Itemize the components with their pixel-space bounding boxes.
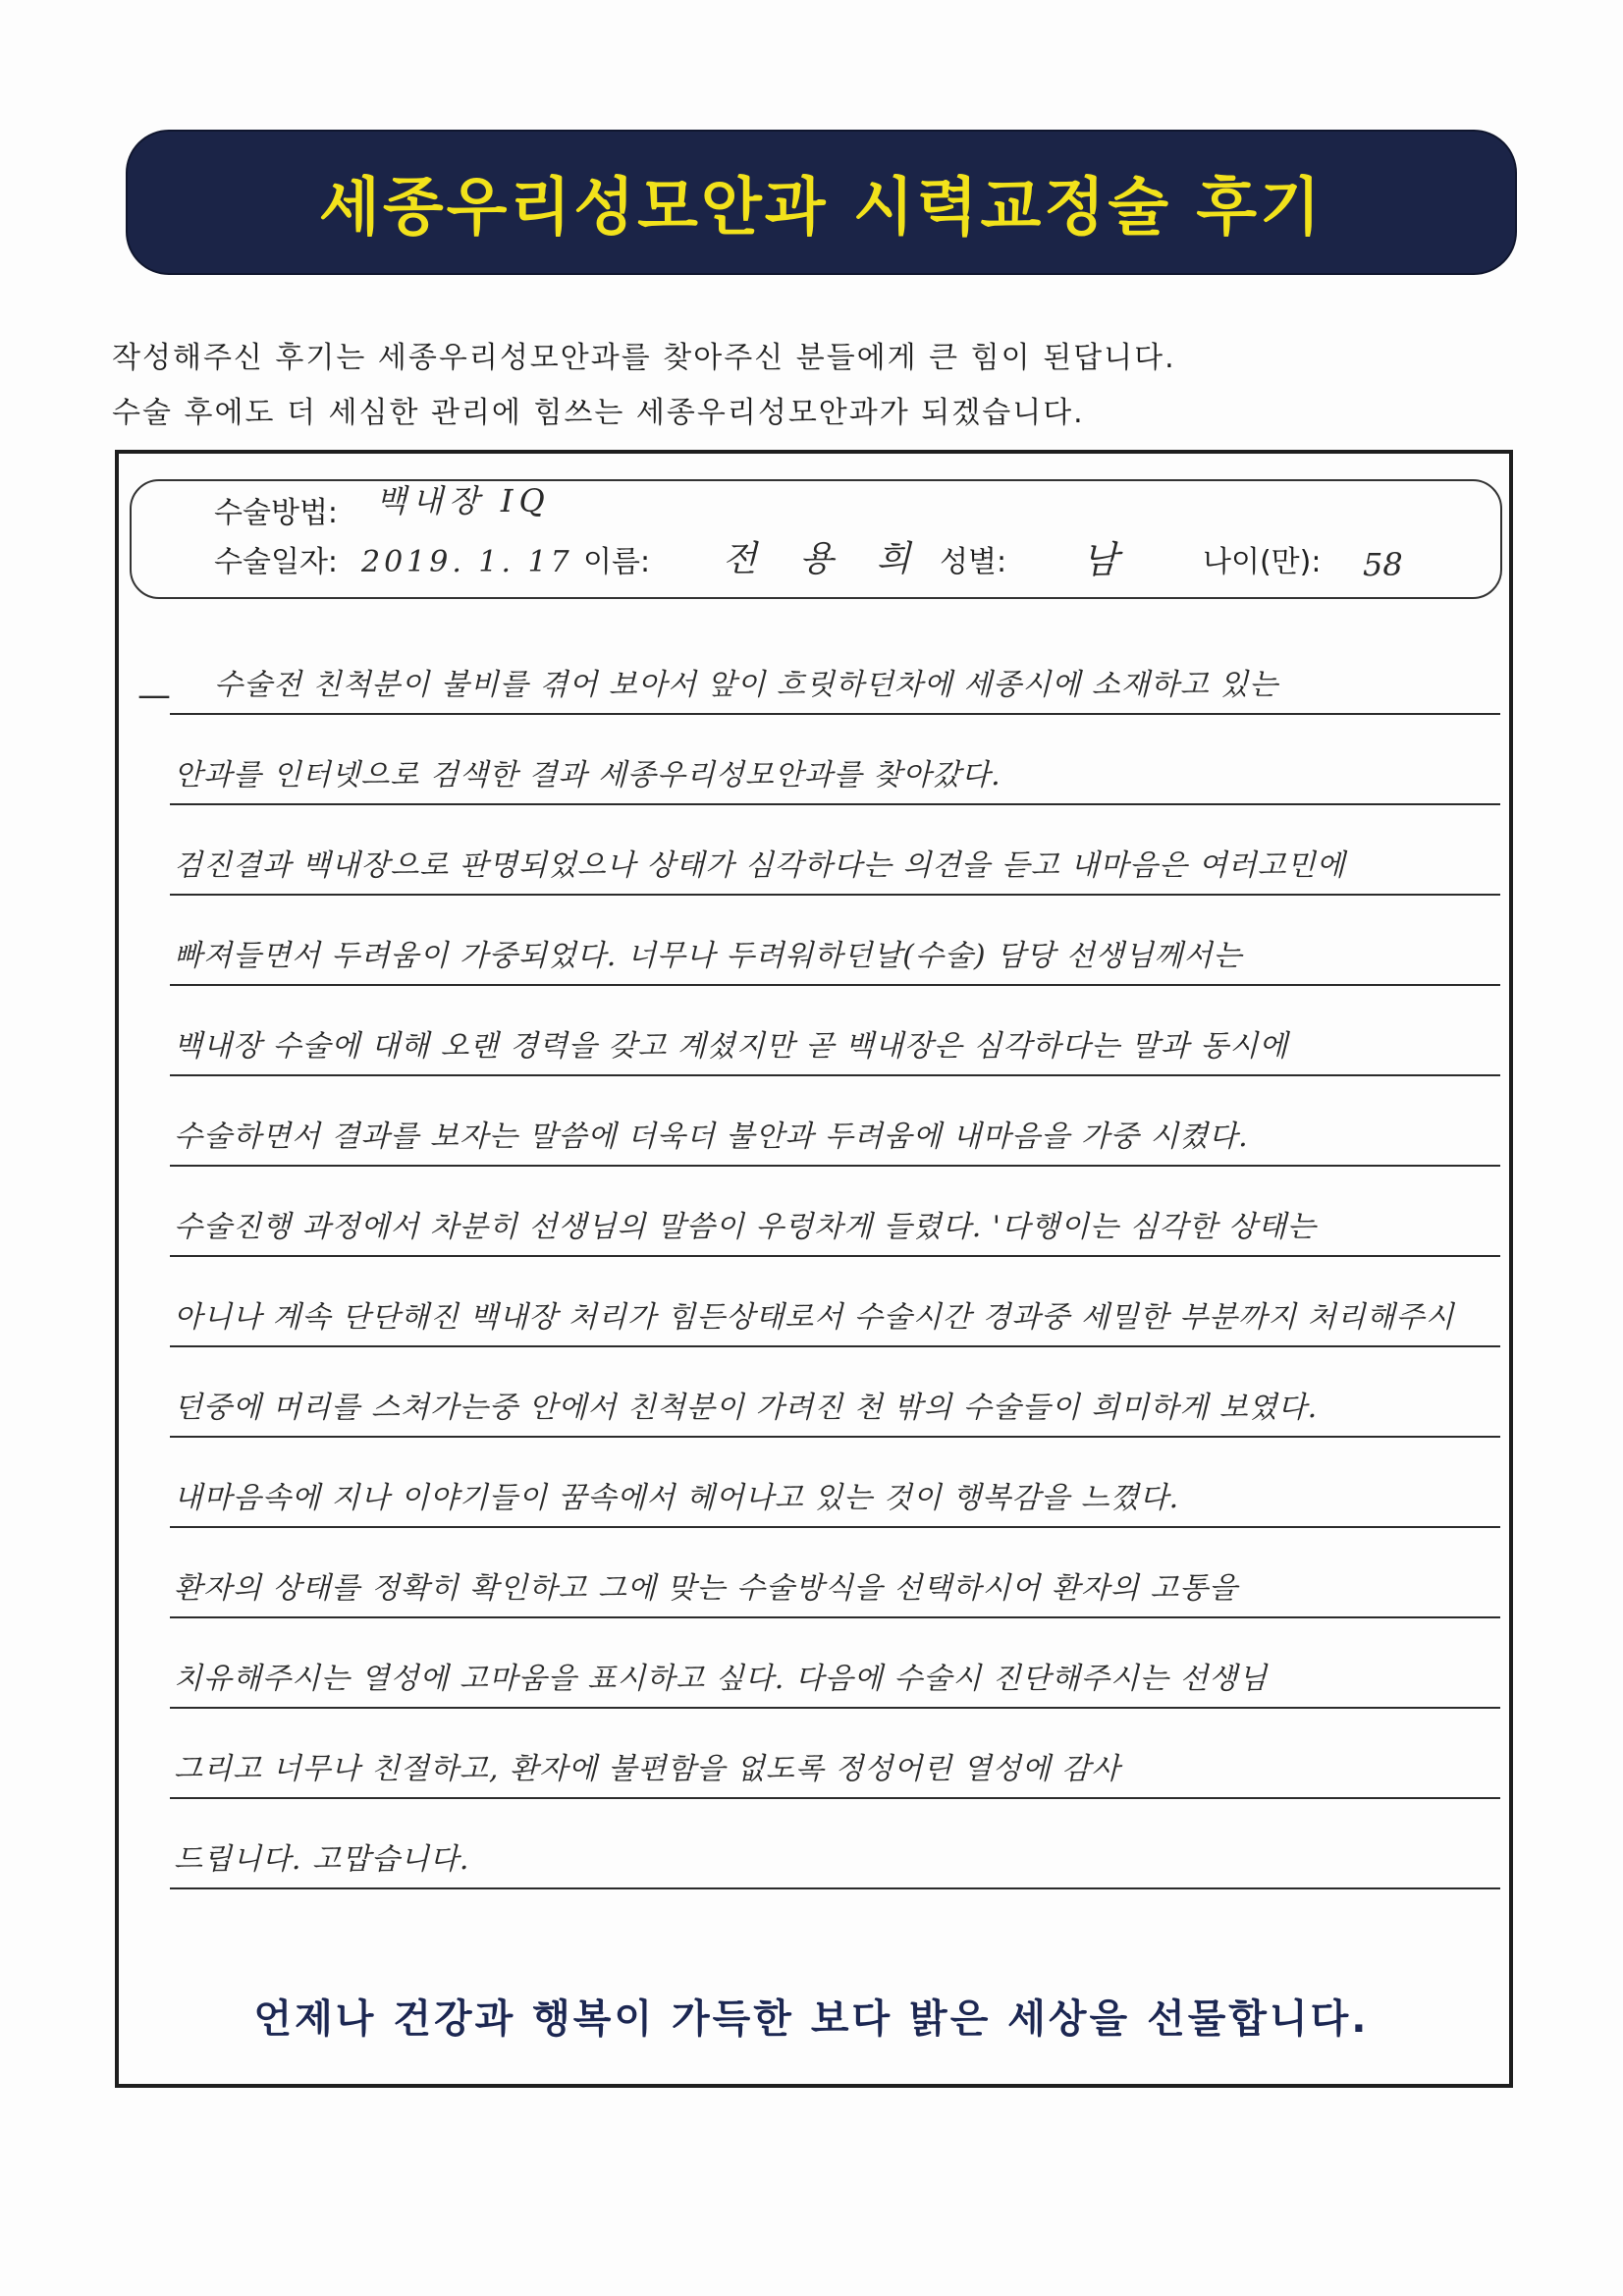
review-line: 그리고 너무나 친절하고, 환자에 불편함을 없도록 정성어린 열성에 감사 <box>170 1709 1500 1799</box>
review-line: 아니나 계속 단단해진 백내장 처리가 힘든상태로서 수술시간 경과중 세밀한 부분까지 처리해주시 <box>170 1257 1500 1347</box>
gender-label: 성별: <box>940 545 1007 579</box>
surgery-date-label: 수술일자: <box>214 545 339 579</box>
review-line: 환자의 상태를 정확히 확인하고 그에 맞는 수술방식을 선택하시어 환자의 고통을 <box>170 1528 1500 1618</box>
review-line: 검진결과 백내장으로 판명되었으나 상태가 심각하다는 의견을 듣고 내마음은 여러고민에 <box>170 805 1500 896</box>
name-value: 전 용 희 <box>723 539 927 579</box>
intro-text-line-1: 작성해주신 후기는 세종우리성모안과를 찾아주신 분들에게 큰 힘이 된답니다. <box>112 341 1176 375</box>
review-line: 던중에 머리를 스쳐가는중 안에서 친척분이 가려진 천 밖의 수술들이 희미하게 보였다. <box>170 1347 1500 1438</box>
handwritten-review <box>170 625 1500 1889</box>
handwritten-dash-mark: — <box>137 676 171 715</box>
review-line: 수술진행 과정에서 차분히 선생님의 말씀이 우렁차게 들렸다. '다행이는 심각한 상태는 <box>170 1167 1500 1257</box>
page-title: 세종우리성모안과 시력교정술 후기 <box>319 172 1324 245</box>
review-line: 치유해주시는 열성에 고마움을 표시하고 싶다. 다음에 수술시 진단해주시는 선생님 <box>170 1618 1500 1709</box>
review-line: 백내장 수술에 대해 오랜 경력을 갖고 계셨지만 곧 백내장은 심각하다는 말과 동시에 <box>170 986 1500 1076</box>
review-line: 빠져들면서 두려움이 가중되었다. 너무나 두려워하던날(수술) 담당 선생님께서는 <box>170 896 1500 986</box>
footer-slogan: 언제나 건강과 행복이 가득한 보다 밝은 세상을 선물합니다. <box>253 1996 1370 2042</box>
review-line: 수술전 친척분이 불비를 겪어 보아서 앞이 흐릿하던차에 세종시에 소재하고 있는 <box>170 625 1500 715</box>
age-value: 58 <box>1363 546 1403 583</box>
review-line: 드립니다. 고맙습니다. <box>170 1799 1500 1889</box>
review-line: 수술하면서 결과를 보자는 말씀에 더욱더 불안과 두려움에 내마음을 가중 시켰다. <box>170 1076 1500 1167</box>
title-banner <box>126 130 1517 275</box>
review-line: 내마음속에 지나 이야기들이 꿈속에서 헤어나고 있는 것이 행복감을 느꼈다. <box>170 1438 1500 1528</box>
review-line: 안과를 인터넷으로 검색한 결과 세종우리성모안과를 찾아갔다. <box>170 715 1500 805</box>
surgery-method-value: 백내장 IQ <box>376 482 551 519</box>
age-label: 나이(만): <box>1203 545 1322 579</box>
intro-text-line-2: 수술 후에도 더 세심한 관리에 힘쓰는 세종우리성모안과가 되겠습니다. <box>112 396 1085 430</box>
gender-value: 남 <box>1082 538 1118 581</box>
surgery-date-value: 2019. 1. 17 <box>361 545 573 579</box>
surgery-method-label: 수술방법: <box>214 496 339 530</box>
name-label: 이름: <box>583 545 651 579</box>
